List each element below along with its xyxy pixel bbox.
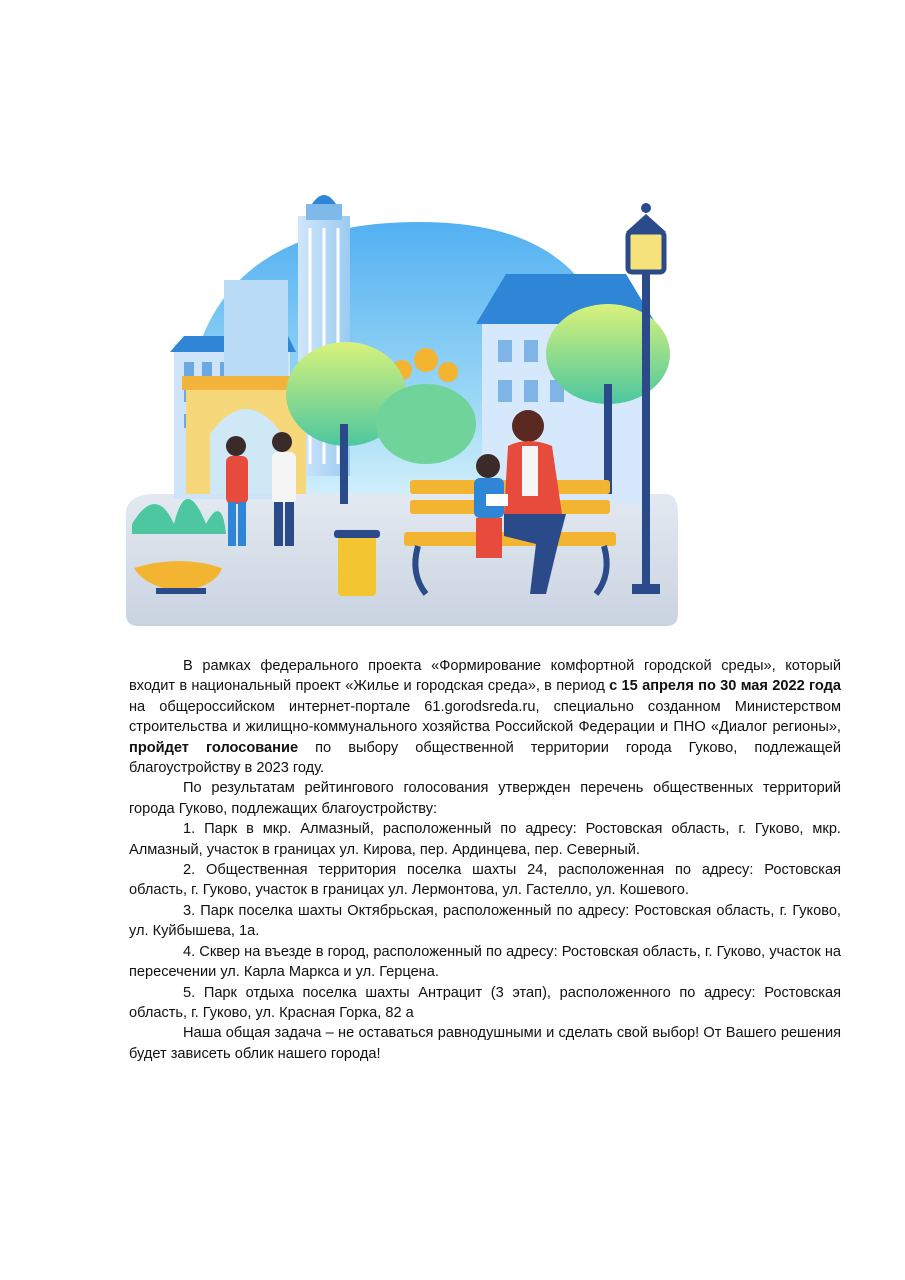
closing-paragraph: Наша общая задача – не оставаться равнодушными и сделать свой выбор! От Вашего решения будет зависеть облик нашего города! (129, 1025, 841, 1062)
park-illustration (126, 184, 678, 626)
intro-text-1: В рамках федерального проекта «Формирование комфортной городской среды», который входит в национальный проект «Жилье и городская среда», в период (129, 658, 841, 695)
territory-item-1: 1. Парк в мкр. Алмазный, расположенный по адресу: Ростовская область, г. Гуково, мкр. Алмазный, участок в границах ул. Кирова, пер. Ардинцева, пер. Северный. (129, 821, 841, 858)
intro-text-2: на общероссийском интернет-портале 61.gorodsreda.ru, специально созданном Министерством строительства и жилищно-коммунального хозяйства Российской Федерации и ПНО «Диалог регионы», (129, 698, 841, 736)
territory-item-2: 2. Общественная территория поселка шахты 24, расположенная по адресу: Ростовская область, г. Гуково, участок в границах ул. Лермонтова, ул. Гастелло, ул. Кошевого. (129, 862, 841, 899)
voting-dates: с 15 апреля по 30 мая 2022 года (609, 678, 841, 695)
territory-item-5: 5. Парк отдыха поселка шахты Антрацит (3 этап), расположенного по адресу: Ростовская область, г. Гуково, ул. Красная Горка, 82 а (129, 984, 841, 1021)
territory-item-3: 3. Парк поселка шахты Октябрьская, расположенный по адресу: Ростовская область, г. Гуково, ул. Куйбышева, 1а. (129, 902, 841, 940)
territory-item-4: 4. Сквер на въезде в город, расположенный по адресу: Ростовская область, г. Гуково, участок на пересечении ул. Карла Маркса и ул. Герцена. (129, 943, 841, 981)
announcement-text (129, 656, 841, 1064)
intro-paragraph (129, 656, 841, 778)
intro-text-3: по выбору общественной территории города Гуково, подлежащей благоустройству в 2023 году. (129, 739, 841, 777)
voting-highlight: пройдет голосование (129, 739, 299, 756)
results-paragraph: По результатам рейтингового голосования утвержден перечень общественных территорий города Гуково, подлежащих благоустройству: (129, 780, 841, 817)
